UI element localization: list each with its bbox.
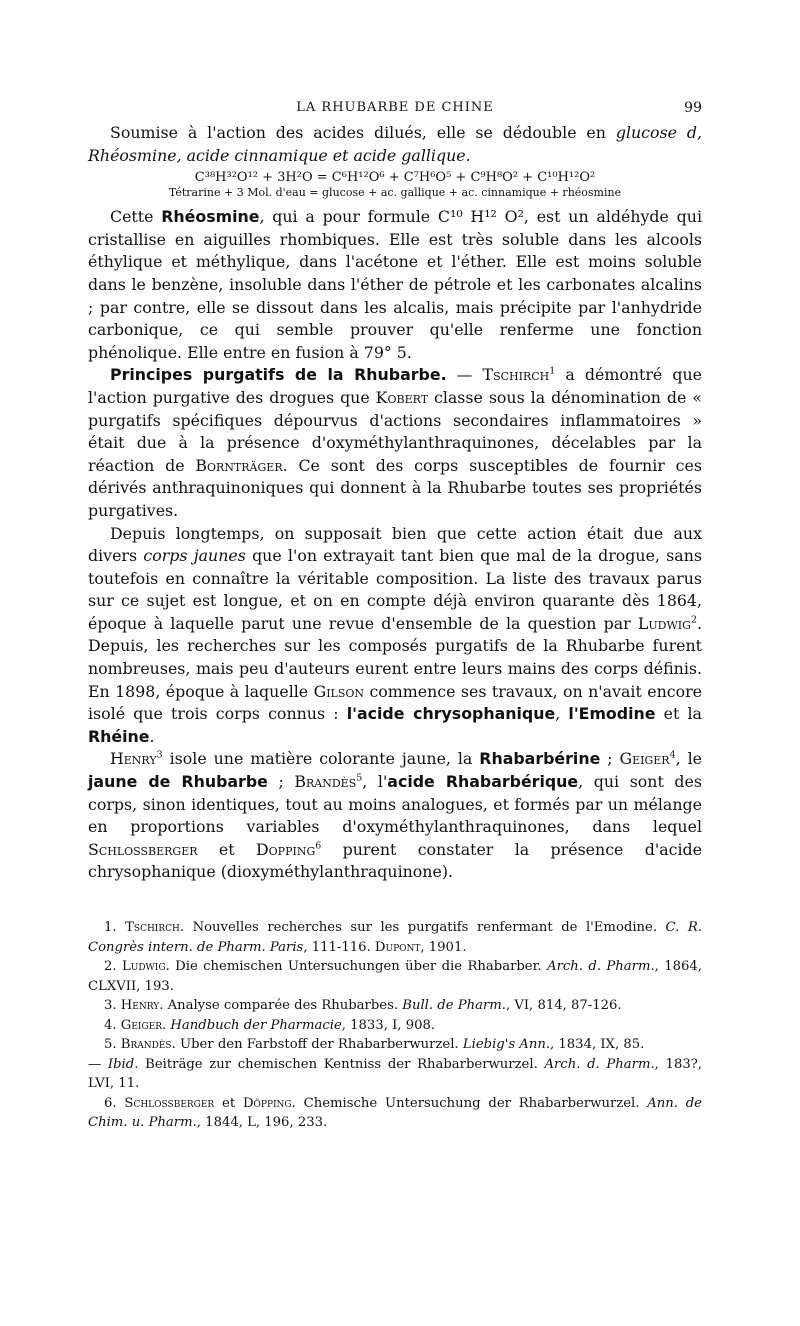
author-name: Geiger xyxy=(619,749,670,769)
main-text xyxy=(88,122,702,884)
author-name: Dopping xyxy=(255,839,316,859)
text-run: , VI, 814, 87-126. xyxy=(505,998,622,1013)
text-run: . Ce sont des corps susceptibles de fournir ces dérivés anthraquinoniques qui donnent à la Rhubarbe toutes ses propriétés purgatives. xyxy=(88,455,702,520)
text-run: . xyxy=(162,1017,167,1033)
text-run: . Uber den Farbstoff der Rhabarberwurzel. xyxy=(171,1037,459,1052)
page-header xyxy=(88,98,702,120)
author-name: Döpping xyxy=(242,1095,292,1111)
italic-run: Ann. de Chim. u. Pharm. xyxy=(88,1095,702,1130)
paragraph-composes xyxy=(88,748,702,884)
text-run: et xyxy=(218,839,235,859)
text-run: . Die chemischen Untersuchungen über die Rhabarber. xyxy=(165,959,542,974)
footnote-ref: 4 xyxy=(669,750,676,762)
footnotes xyxy=(88,918,702,1133)
text-run: . Analyse comparée des Rhubarbes. xyxy=(159,998,399,1013)
text-run: Depuis longtemps, on supposait bien que cette action était due aux divers xyxy=(88,523,702,566)
bold-term: Rhabarbérine xyxy=(479,749,601,769)
author-name: Brandès xyxy=(120,1037,172,1052)
publisher-name: Dupont xyxy=(374,939,421,955)
bold-term: jaune de Rhubarbe xyxy=(88,772,268,792)
author-name: Henry xyxy=(110,749,157,769)
text-run: , l' xyxy=(362,772,388,792)
running-head: LA RHUBARBE DE CHINE xyxy=(296,100,494,115)
author-name: Gilson xyxy=(313,681,365,701)
text-run: , xyxy=(555,704,561,724)
footnote-ref: 6 xyxy=(315,840,322,852)
paragraph-dedoublement xyxy=(88,122,702,167)
footnote-3 xyxy=(88,996,702,1016)
text-run: purent constater la présence d'acide chrysophanique (dioxyméthylanthraquinone). xyxy=(88,839,702,882)
chemical-equation: C³⁸H³²O¹² + 3H²O = C⁶H¹²O⁶ + C⁷H⁶O⁵ + C⁹H⁸O² + C¹⁰H¹²O² xyxy=(194,170,596,186)
paragraph-rheosmine xyxy=(88,206,702,364)
author-name: Brandès xyxy=(294,772,357,792)
text-run: et la xyxy=(663,704,702,724)
text-run: Cette xyxy=(110,207,154,227)
author-name: Bornträger xyxy=(195,455,283,475)
author-name: Geiger xyxy=(120,1017,162,1033)
author-name: Tschirch xyxy=(482,365,550,385)
footnote-6 xyxy=(88,1094,702,1133)
text-run: ; xyxy=(267,772,284,792)
text-run: ; xyxy=(600,749,613,769)
text-run: . Chemische Untersuchung der Rhabarberwurzel. xyxy=(291,1095,640,1111)
text-run: Beiträge zur chemischen Kentniss der Rhabarberwurzel. xyxy=(145,1056,538,1072)
text-run: . Nouvelles recherches sur les purgatifs renfermant de l'Emodine. xyxy=(179,920,658,935)
bold-term: l'Emodine xyxy=(568,704,656,724)
text-run: — xyxy=(88,1056,102,1072)
author-name: Schlossberger xyxy=(124,1095,215,1111)
footnote-1 xyxy=(88,918,702,957)
footnote-ref: 5 xyxy=(356,772,363,784)
text-run: — xyxy=(446,365,483,385)
text-run: , 183?, LVI, 11. xyxy=(88,1056,702,1091)
author-name: Henry xyxy=(120,998,160,1013)
text-run: , qui sont des corps, sinon identiques, tout au moins analogues, et formés par un mélange en proportions variables d'oxyméthylanthraquinones, dans lequel xyxy=(88,772,702,837)
italic-run: Bull. de Pharm. xyxy=(402,998,506,1013)
paragraph-principes-purgatifs xyxy=(88,364,702,522)
paragraph-historique xyxy=(88,523,702,749)
text-run: . Depuis, les recherches sur les composés purgatifs de la Rhubarbe furent nombreuses, mais peu d'auteurs eurent entre leurs mains des corps définis. En 1898, époque à laquelle xyxy=(88,613,702,701)
section-heading: Principes purgatifs de la Rhubarbe. xyxy=(110,365,447,385)
footnote-2 xyxy=(88,957,702,996)
italic-run: Arch. d. Pharm. xyxy=(544,1056,655,1072)
bold-term: l'acide chrysophanique xyxy=(346,704,556,724)
footnote-number: 1. xyxy=(104,920,117,935)
author-name: Kobert xyxy=(375,387,429,407)
bold-term: acide Rhabarbérique xyxy=(387,772,579,792)
footnote-4 xyxy=(88,1016,702,1036)
italic-run: Arch. d. Pharm. xyxy=(547,959,655,974)
footnote-number: 6. xyxy=(104,1095,117,1111)
author-name: Ludwig xyxy=(122,959,166,974)
text-run: et xyxy=(222,1095,236,1111)
text-run: isole une matière colorante jaune, la xyxy=(162,749,473,769)
footnote-ref: 2 xyxy=(690,614,697,626)
italic-run: corps jaunes xyxy=(143,546,246,566)
text-run: , qui a pour formule C¹⁰ H¹² O², est un aldéhyde qui cristallise en aiguilles rhombiques. Elle est très soluble dans les alcools éthylique et méthylique, dans l'acétone et l'éther. Elle est moins soluble dans le benzène, insoluble dans l'éther de pétrole et les carbonates alcalins ; par contre, elle se dissout dans les alcalis, mais précipite par l'anhydride carbonique, ce qui semble prouver qu'elle renferme une fonction phénolique. Elle entre en fusion à 79° 5. xyxy=(88,207,702,362)
text-run: , 111-116. xyxy=(303,939,371,955)
footnote-number: 4. xyxy=(104,1017,117,1033)
italic-run: Liebig's Ann. xyxy=(462,1037,551,1052)
text-run: commence ses travaux, on n'avait encore isolé que trois corps connus : xyxy=(88,681,703,724)
text-run: . xyxy=(149,726,155,746)
italic-run: Ibid. xyxy=(107,1056,139,1072)
footnote-ref: 3 xyxy=(156,750,163,762)
italic-run: glucose d, xyxy=(615,123,703,142)
page-number: 99 xyxy=(684,100,702,116)
footnote-number: 2. xyxy=(104,959,117,974)
text-run: , 1844, L, 196, 233. xyxy=(196,1115,328,1130)
bold-term: Rhéine xyxy=(88,726,150,746)
footnote-number: 3. xyxy=(104,998,117,1013)
text-run: a démontré que l'action purgative des drogues que xyxy=(88,365,702,407)
text-run: , 1864, CLXVII, 193. xyxy=(88,959,702,994)
italic-run: Rhéosmine, acide cinnamique et acide gallique. xyxy=(88,145,471,165)
italic-run: Handbuch der Pharmacie xyxy=(170,1017,342,1033)
text-run: , 1833, I, 908. xyxy=(341,1017,436,1033)
text-run: , le xyxy=(675,749,702,769)
equation-labels: Tétrarine + 3 Mol. d'eau = glucose + ac. gallique + ac. cinnamique + rhéosmine xyxy=(168,186,622,200)
bold-term: Rhéosmine xyxy=(161,207,260,227)
footnote-5 xyxy=(88,1035,702,1094)
footnote-number: 5. xyxy=(104,1037,117,1052)
text-run: , 1901. xyxy=(420,939,467,955)
text-run: , 1834, IX, 85. xyxy=(550,1037,645,1052)
author-name: Ludwig xyxy=(637,613,691,633)
text-run: que l'on extrayait tant bien que mal de la drogue, sans toutefois en connaître la véritable composition. La liste des travaux parus sur ce sujet est longue, et on en compte déjà environ quarante dès 1864, époque à laquelle parut une revue d'ensemble de la question par xyxy=(88,546,702,633)
text-run: Soumise à l'action des acides dilués, elle se dédouble en xyxy=(110,123,606,142)
italic-run: C. R. Congrès intern. de Pharm. Paris xyxy=(88,920,702,955)
author-name: Tschirch xyxy=(125,920,180,935)
footnote-ref: 1 xyxy=(549,366,556,378)
author-name: Schlossberger xyxy=(88,839,198,859)
text-run: classe sous la dénomination de « purgatifs spécifiques dépourvus d'actions secondaires inflammatoires » était due à la présence d'oxyméthylanthraquinones, décelables par la réaction de xyxy=(88,387,702,475)
